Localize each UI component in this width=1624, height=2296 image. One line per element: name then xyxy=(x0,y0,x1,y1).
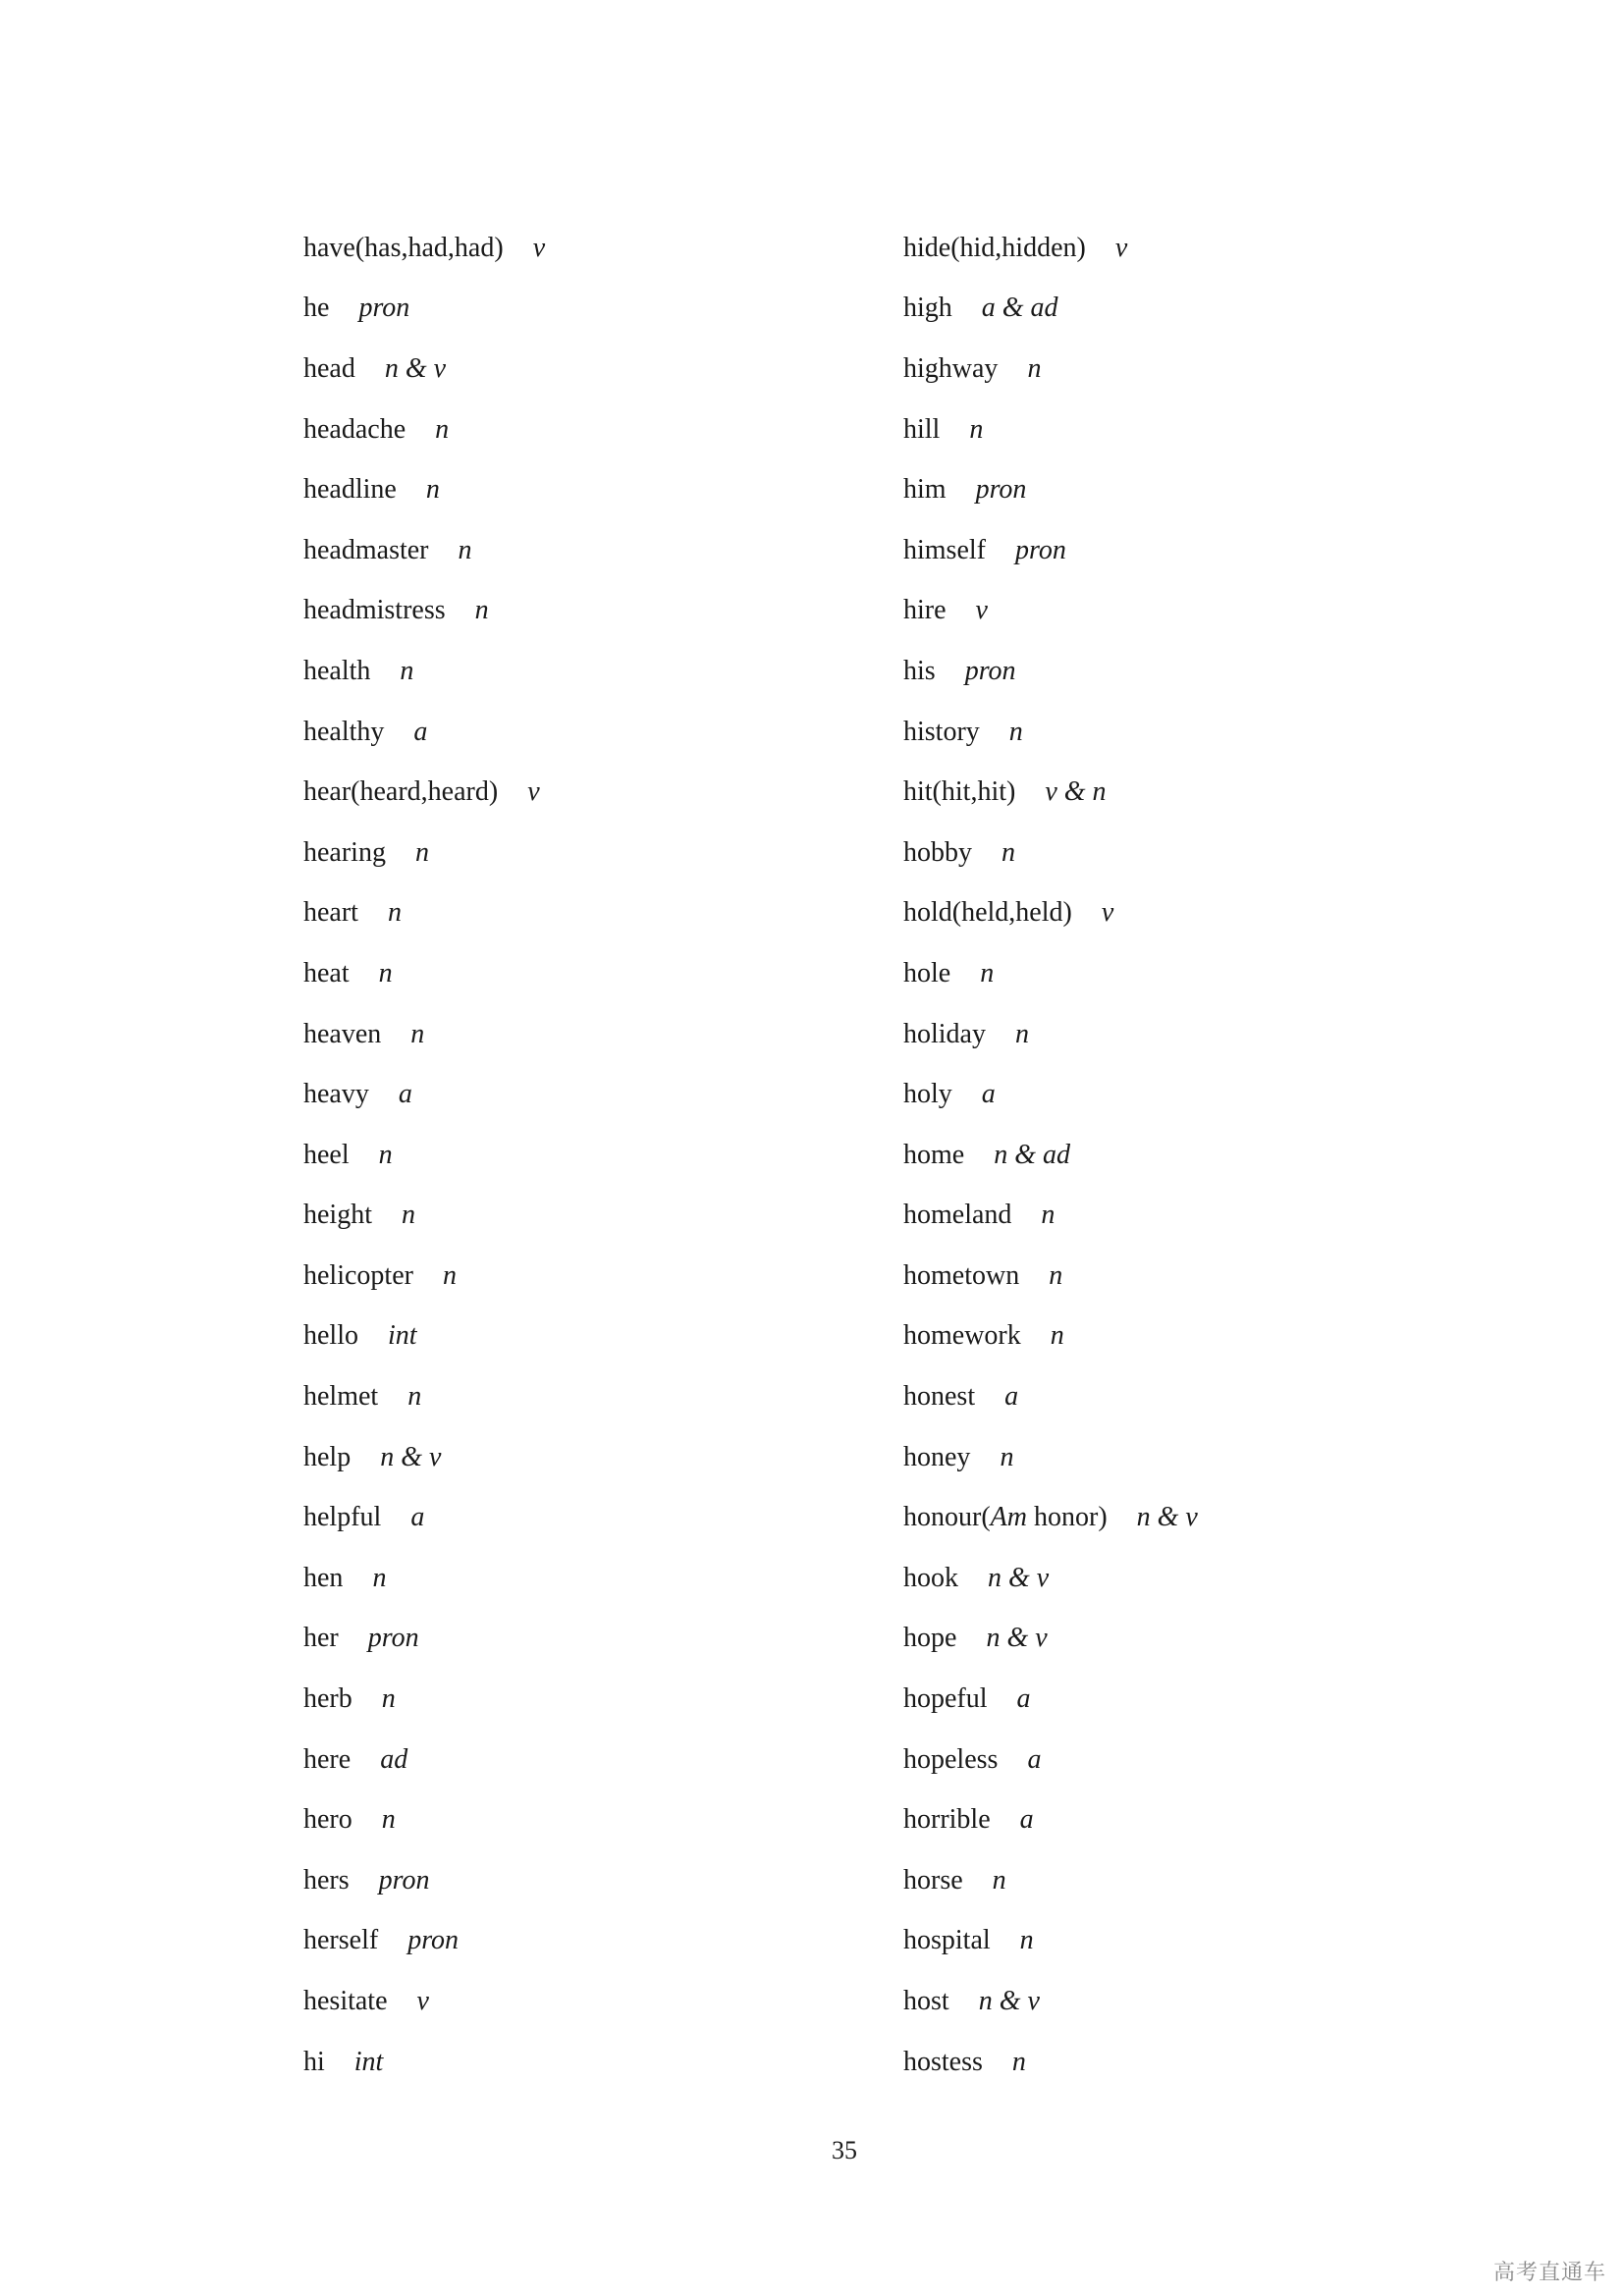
vocab-word: hook xyxy=(903,1562,958,1593)
vocab-entry xyxy=(903,883,1453,944)
part-of-speech: n xyxy=(1011,2046,1026,2077)
part-of-speech: n xyxy=(1027,352,1042,384)
vocab-entry xyxy=(903,1307,1453,1367)
vocab-entry xyxy=(903,339,1453,400)
vocab-word: head xyxy=(303,352,355,384)
vocab-word: hopeful xyxy=(903,1683,988,1715)
vocab-word: hit(hit,hit) xyxy=(903,776,1016,808)
part-of-speech: n xyxy=(381,1804,396,1836)
vocab-word: hero xyxy=(303,1804,352,1836)
part-of-speech: n xyxy=(474,595,489,626)
vocab-word: her xyxy=(303,1623,339,1654)
vocab-entry xyxy=(903,459,1453,520)
part-of-speech: n xyxy=(414,836,429,868)
left-word-column xyxy=(303,218,853,2092)
vocab-entry xyxy=(903,1911,1453,1972)
vocab-entry xyxy=(303,1669,853,1730)
vocab-entry xyxy=(903,1246,1453,1307)
part-of-speech: n xyxy=(980,957,995,988)
vocab-word: heavy xyxy=(303,1079,369,1110)
vocab-entry xyxy=(303,1307,853,1367)
vocab-word: here xyxy=(303,1743,352,1775)
part-of-speech: n xyxy=(435,413,450,445)
vocab-entry xyxy=(903,1366,1453,1427)
part-of-speech: pron xyxy=(407,1925,460,1956)
part-of-speech: n & v xyxy=(986,1623,1048,1654)
vocab-entry xyxy=(903,520,1453,581)
part-of-speech: v xyxy=(1101,897,1114,929)
vocab-word: history xyxy=(903,716,980,747)
right-word-column xyxy=(903,218,1453,2092)
vocab-entry xyxy=(903,1730,1453,1790)
part-of-speech: n xyxy=(378,957,393,988)
part-of-speech: v xyxy=(527,776,540,808)
vocab-entry xyxy=(903,1850,1453,1911)
part-of-speech: n xyxy=(402,1200,415,1231)
vocab-entry xyxy=(303,1971,853,2032)
vocab-entry xyxy=(903,279,1453,340)
vocab-word: hold(held,held) xyxy=(903,897,1072,929)
vocab-word: hire xyxy=(903,595,947,626)
part-of-speech: n xyxy=(1050,1320,1064,1352)
vocab-entry xyxy=(303,1366,853,1427)
vocab-word: healthy xyxy=(303,716,385,747)
part-of-speech: n xyxy=(381,1683,396,1715)
part-of-speech: n xyxy=(407,1381,422,1413)
vocab-word: headmaster xyxy=(303,534,429,565)
vocab-entry xyxy=(303,1125,853,1186)
vocab-word: herself xyxy=(303,1925,379,1956)
vocab-word: helmet xyxy=(303,1381,379,1413)
vocab-word-base: honour xyxy=(903,1502,982,1533)
vocab-entry xyxy=(903,1427,1453,1488)
vocab-word: help xyxy=(303,1441,352,1472)
part-of-speech: n xyxy=(1041,1200,1056,1231)
part-of-speech: n & v xyxy=(380,1441,442,1472)
vocab-entry xyxy=(303,1186,853,1247)
vocab-entry xyxy=(303,1609,853,1670)
vocab-word: hostess xyxy=(903,2046,983,2077)
part-of-speech: n & v xyxy=(384,352,447,384)
vocab-word: hide(hid,hidden) xyxy=(903,232,1086,263)
vocab-entry xyxy=(903,702,1453,763)
vocab-word: host xyxy=(903,1986,949,2017)
vocab-entry xyxy=(303,1850,853,1911)
vocab-word: heaven xyxy=(303,1018,382,1049)
vocab-entry xyxy=(303,702,853,763)
vocab-word: heat xyxy=(303,957,350,988)
vocab-word: honey xyxy=(903,1441,971,1472)
vocab-entry xyxy=(303,1427,853,1488)
vocab-word: hesitate xyxy=(303,1986,388,2017)
part-of-speech: v & n xyxy=(1045,776,1107,808)
part-of-speech: v xyxy=(532,232,546,263)
part-of-speech: n xyxy=(1000,1441,1014,1472)
vocab-entry xyxy=(303,1911,853,1972)
vocab-entry xyxy=(903,1125,1453,1186)
part-of-speech: n xyxy=(1019,1925,1034,1956)
part-of-speech: a xyxy=(1019,1804,1034,1836)
vocab-entry xyxy=(903,1064,1453,1125)
part-of-speech: ad xyxy=(380,1743,408,1775)
vocab-entry xyxy=(903,1548,1453,1609)
part-of-speech: n & ad xyxy=(994,1139,1070,1170)
vocab-word: hometown xyxy=(903,1259,1020,1291)
vocab-word: headmistress xyxy=(303,595,446,626)
vocab-word: hobby xyxy=(903,836,972,868)
vocab-entry xyxy=(303,641,853,702)
vocab-entry xyxy=(303,218,853,279)
vocab-entry xyxy=(303,581,853,642)
vocab-word: homework xyxy=(903,1320,1021,1352)
vocab-entry xyxy=(303,762,853,823)
vocab-word: heart xyxy=(303,897,358,929)
vocab-word: heel xyxy=(303,1139,350,1170)
vocab-word: highway xyxy=(903,352,999,384)
vocab-entry xyxy=(303,1487,853,1548)
part-of-speech: n xyxy=(400,655,414,686)
vocab-entry xyxy=(903,1004,1453,1065)
watermark: 高考直通车 xyxy=(1492,2261,1606,2285)
vocab-entry xyxy=(903,823,1453,883)
vocab-word: hello xyxy=(303,1320,358,1352)
vocab-word: herb xyxy=(303,1683,352,1715)
vocab-entry xyxy=(903,581,1453,642)
part-of-speech: int xyxy=(353,2046,384,2077)
vocab-entry xyxy=(903,1669,1453,1730)
part-of-speech: a xyxy=(398,1079,412,1110)
part-of-speech: pron xyxy=(378,1864,430,1896)
vocab-word: helpful xyxy=(303,1502,382,1533)
vocab-word: height xyxy=(303,1200,372,1231)
part-of-speech: a xyxy=(413,716,428,747)
vocab-word: high xyxy=(903,293,952,324)
vocab-entry xyxy=(903,1186,1453,1247)
vocab-entry xyxy=(903,2032,1453,2093)
vocab-entry xyxy=(903,400,1453,460)
part-of-speech: v xyxy=(416,1986,429,2017)
part-of-speech: pron xyxy=(367,1623,419,1654)
part-of-speech: a & ad xyxy=(981,293,1058,324)
vocab-entry xyxy=(303,1064,853,1125)
part-of-speech: n xyxy=(410,1018,425,1049)
vocab-word-note-variant: honor xyxy=(1026,1502,1099,1533)
part-of-speech: n xyxy=(1008,716,1023,747)
vocab-word: holiday xyxy=(903,1018,986,1049)
vocab-entry xyxy=(303,400,853,460)
vocab-entry xyxy=(303,279,853,340)
part-of-speech: n & v xyxy=(1136,1502,1198,1533)
vocab-entry xyxy=(303,459,853,520)
vocab-word: horrible xyxy=(903,1804,991,1836)
part-of-speech: n xyxy=(372,1562,387,1593)
part-of-speech: pron xyxy=(975,474,1027,506)
vocab-word: hill xyxy=(903,413,941,445)
vocab-entry xyxy=(303,1789,853,1850)
vocab-word: hen xyxy=(303,1562,344,1593)
vocab-entry xyxy=(303,1004,853,1065)
vocab-word: hope xyxy=(903,1623,957,1654)
vocab-word: have(has,had,had) xyxy=(303,232,504,263)
vocab-entry xyxy=(303,520,853,581)
part-of-speech: a xyxy=(1016,1683,1031,1715)
vocab-entry xyxy=(903,1487,1453,1548)
part-of-speech: n xyxy=(387,897,402,929)
vocab-word-note-label: Am xyxy=(990,1502,1027,1533)
vocab-entry xyxy=(303,1548,853,1609)
vocab-word: hear(heard,heard) xyxy=(303,776,499,808)
part-of-speech: n & v xyxy=(988,1562,1050,1593)
part-of-speech: n xyxy=(992,1864,1006,1896)
part-of-speech: n xyxy=(458,534,472,565)
part-of-speech: a xyxy=(981,1079,996,1110)
vocab-entry xyxy=(303,943,853,1004)
vocab-word: himself xyxy=(903,534,986,565)
vocab-entry xyxy=(903,943,1453,1004)
vocab-word: homeland xyxy=(903,1200,1012,1231)
vocab-entry xyxy=(903,1609,1453,1670)
vocab-word: headline xyxy=(303,474,397,506)
part-of-speech: n xyxy=(442,1259,457,1291)
part-of-speech: n & v xyxy=(978,1986,1040,2017)
part-of-speech: n xyxy=(1049,1259,1063,1291)
vocab-word: helicopter xyxy=(303,1259,413,1291)
vocab-word: holy xyxy=(903,1079,952,1110)
vocab-word: honour(Am honor) xyxy=(903,1502,1108,1533)
vocab-word: home xyxy=(903,1139,965,1170)
vocab-word: his xyxy=(903,655,936,686)
vocab-word: honest xyxy=(903,1381,976,1413)
part-of-speech: a xyxy=(1004,1381,1019,1413)
part-of-speech: n xyxy=(969,413,984,445)
vocab-word: hospital xyxy=(903,1925,991,1956)
vocab-entry xyxy=(903,218,1453,279)
part-of-speech: pron xyxy=(964,655,1016,686)
vocab-entry xyxy=(303,823,853,883)
vocab-entry xyxy=(303,2032,853,2093)
vocab-entry xyxy=(903,762,1453,823)
part-of-speech: pron xyxy=(1015,534,1066,565)
part-of-speech: v xyxy=(1114,232,1128,263)
part-of-speech: pron xyxy=(358,293,410,324)
vocab-word: hopeless xyxy=(903,1743,999,1775)
vocab-entry xyxy=(303,1246,853,1307)
part-of-speech: n xyxy=(1001,836,1015,868)
vocab-entry xyxy=(903,1789,1453,1850)
part-of-speech: int xyxy=(388,1320,417,1352)
part-of-speech: n xyxy=(425,474,440,506)
part-of-speech: v xyxy=(975,595,988,626)
vocab-entry xyxy=(903,641,1453,702)
vocab-entry xyxy=(303,1730,853,1790)
vocab-word: hi xyxy=(303,2046,325,2077)
vocab-entry xyxy=(903,1971,1453,2032)
vocab-word: he xyxy=(303,293,330,324)
vocab-word: health xyxy=(303,655,371,686)
vocab-entry xyxy=(303,883,853,944)
part-of-speech: n xyxy=(378,1139,393,1170)
vocab-word: hole xyxy=(903,957,951,988)
part-of-speech: n xyxy=(1015,1018,1029,1049)
page-number: 35 xyxy=(832,2136,857,2164)
vocab-word: horse xyxy=(903,1864,963,1896)
part-of-speech: a xyxy=(410,1502,425,1533)
vocab-word: hearing xyxy=(303,836,386,868)
vocab-word: him xyxy=(903,474,947,506)
vocab-entry xyxy=(303,339,853,400)
part-of-speech: a xyxy=(1027,1743,1042,1775)
vocab-word: headache xyxy=(303,413,406,445)
vocab-word: hers xyxy=(303,1864,350,1896)
